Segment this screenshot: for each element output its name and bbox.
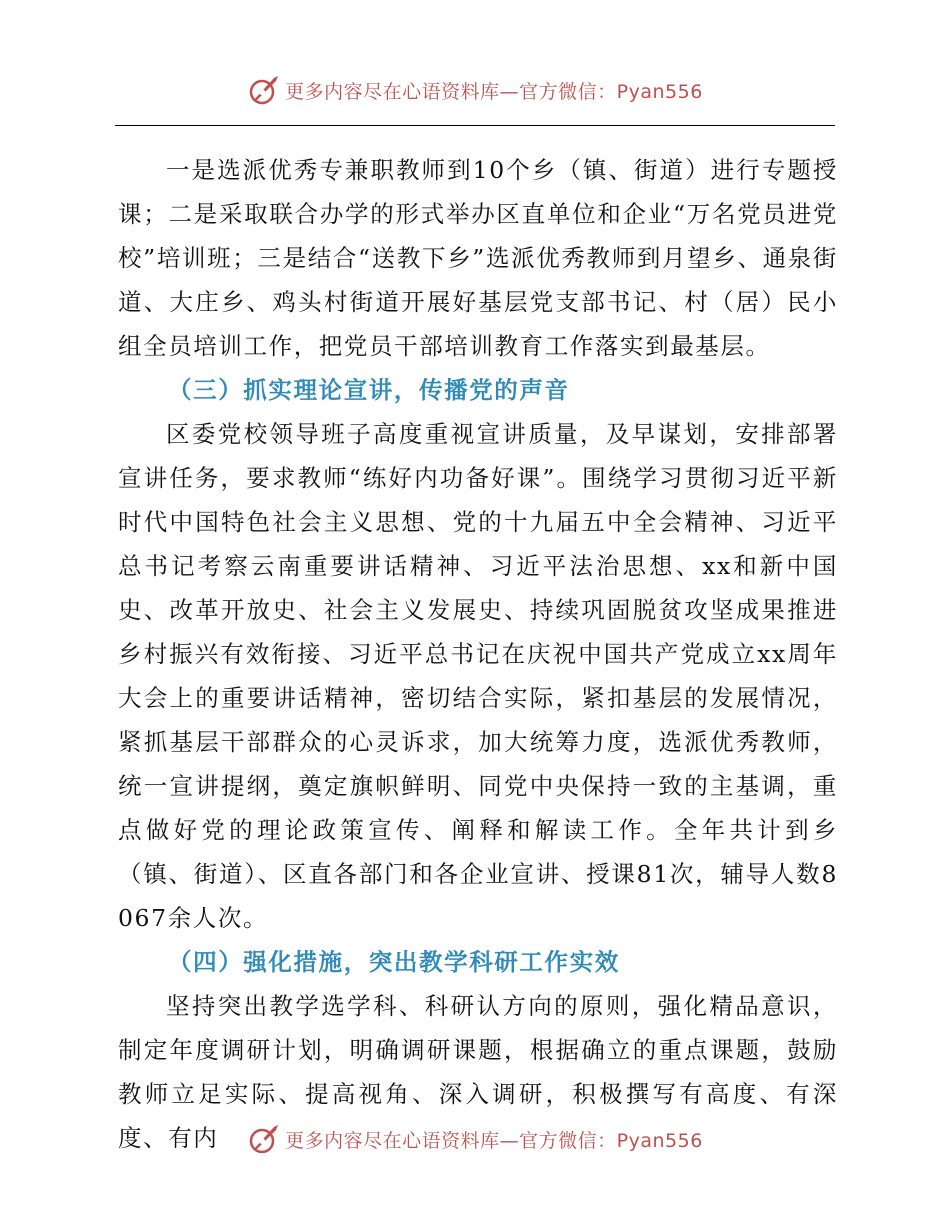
- document-body: [118, 148, 838, 1160]
- footer-banner-text: 更多内容尽在心语资料库—官方微信：Pyan556: [285, 1129, 703, 1152]
- paragraph-2: 区委党校领导班子高度重视宣讲质量，及早谋划，安排部署宣讲任务，要求教师“练好内功备好课”。围绕学习贯彻习近平新时代中国特色社会主义思想、党的十九届五中全会精神、习近平总书记考察云南重要讲话精神、习近平法治思想、xx和新中国史、改革开放史、社会主义发展史、持续巩固脱贫攻坚成果推进乡村振兴有效衔接、习近平总书记在庆祝中国共产党成立xx周年大会上的重要讲话精神，密切结合实际，紧扣基层的发展情况，紧抓基层干部群众的心灵诉求，加大统筹力度，选派优秀教师，统一宣讲提纲，奠定旗帜鲜明、同党中央保持一致的主基调，重点做好党的理论政策宣传、阐释和解读工作。全年共计到乡（镇、街道）、区直各部门和各企业宣讲、授课81次，辅导人数8067余人次。: [118, 420, 838, 932]
- header-banner-text: 更多内容尽在心语资料库—官方微信：Pyan556: [285, 80, 703, 103]
- header-banner: [0, 70, 950, 110]
- paragraph-3: 坚持突出教学选学科、科研认方向的原则，强化精品意识，制定年度调研计划，明确调研课题，根据确立的重点课题，鼓励教师立足实际、提高视角、深入调研，积极撰写有高度、有深度、有内: [118, 992, 838, 1152]
- header-divider: [115, 125, 835, 126]
- quill-logo-icon: [247, 1122, 281, 1156]
- paragraph-1: 一是选派优秀专兼职教师到10个乡（镇、街道）进行专题授课；二是采取联合办学的形式举办区直单位和企业“万名党员进党校”培训班；三是结合“送教下乡”选派优秀教师到月望乡、通泉街道、大庄乡、鸡头村街道开展好基层党支部书记、村（居）民小组全员培训工作，把党员干部培训教育工作落实到最基层。: [118, 156, 838, 360]
- quill-logo-icon: [247, 73, 281, 107]
- footer-banner: [0, 1119, 950, 1159]
- section-heading-4: （四）强化措施，突出教学科研工作实效: [168, 948, 620, 976]
- section-heading-3: （三）抓实理论宣讲，传播党的声音: [168, 376, 570, 404]
